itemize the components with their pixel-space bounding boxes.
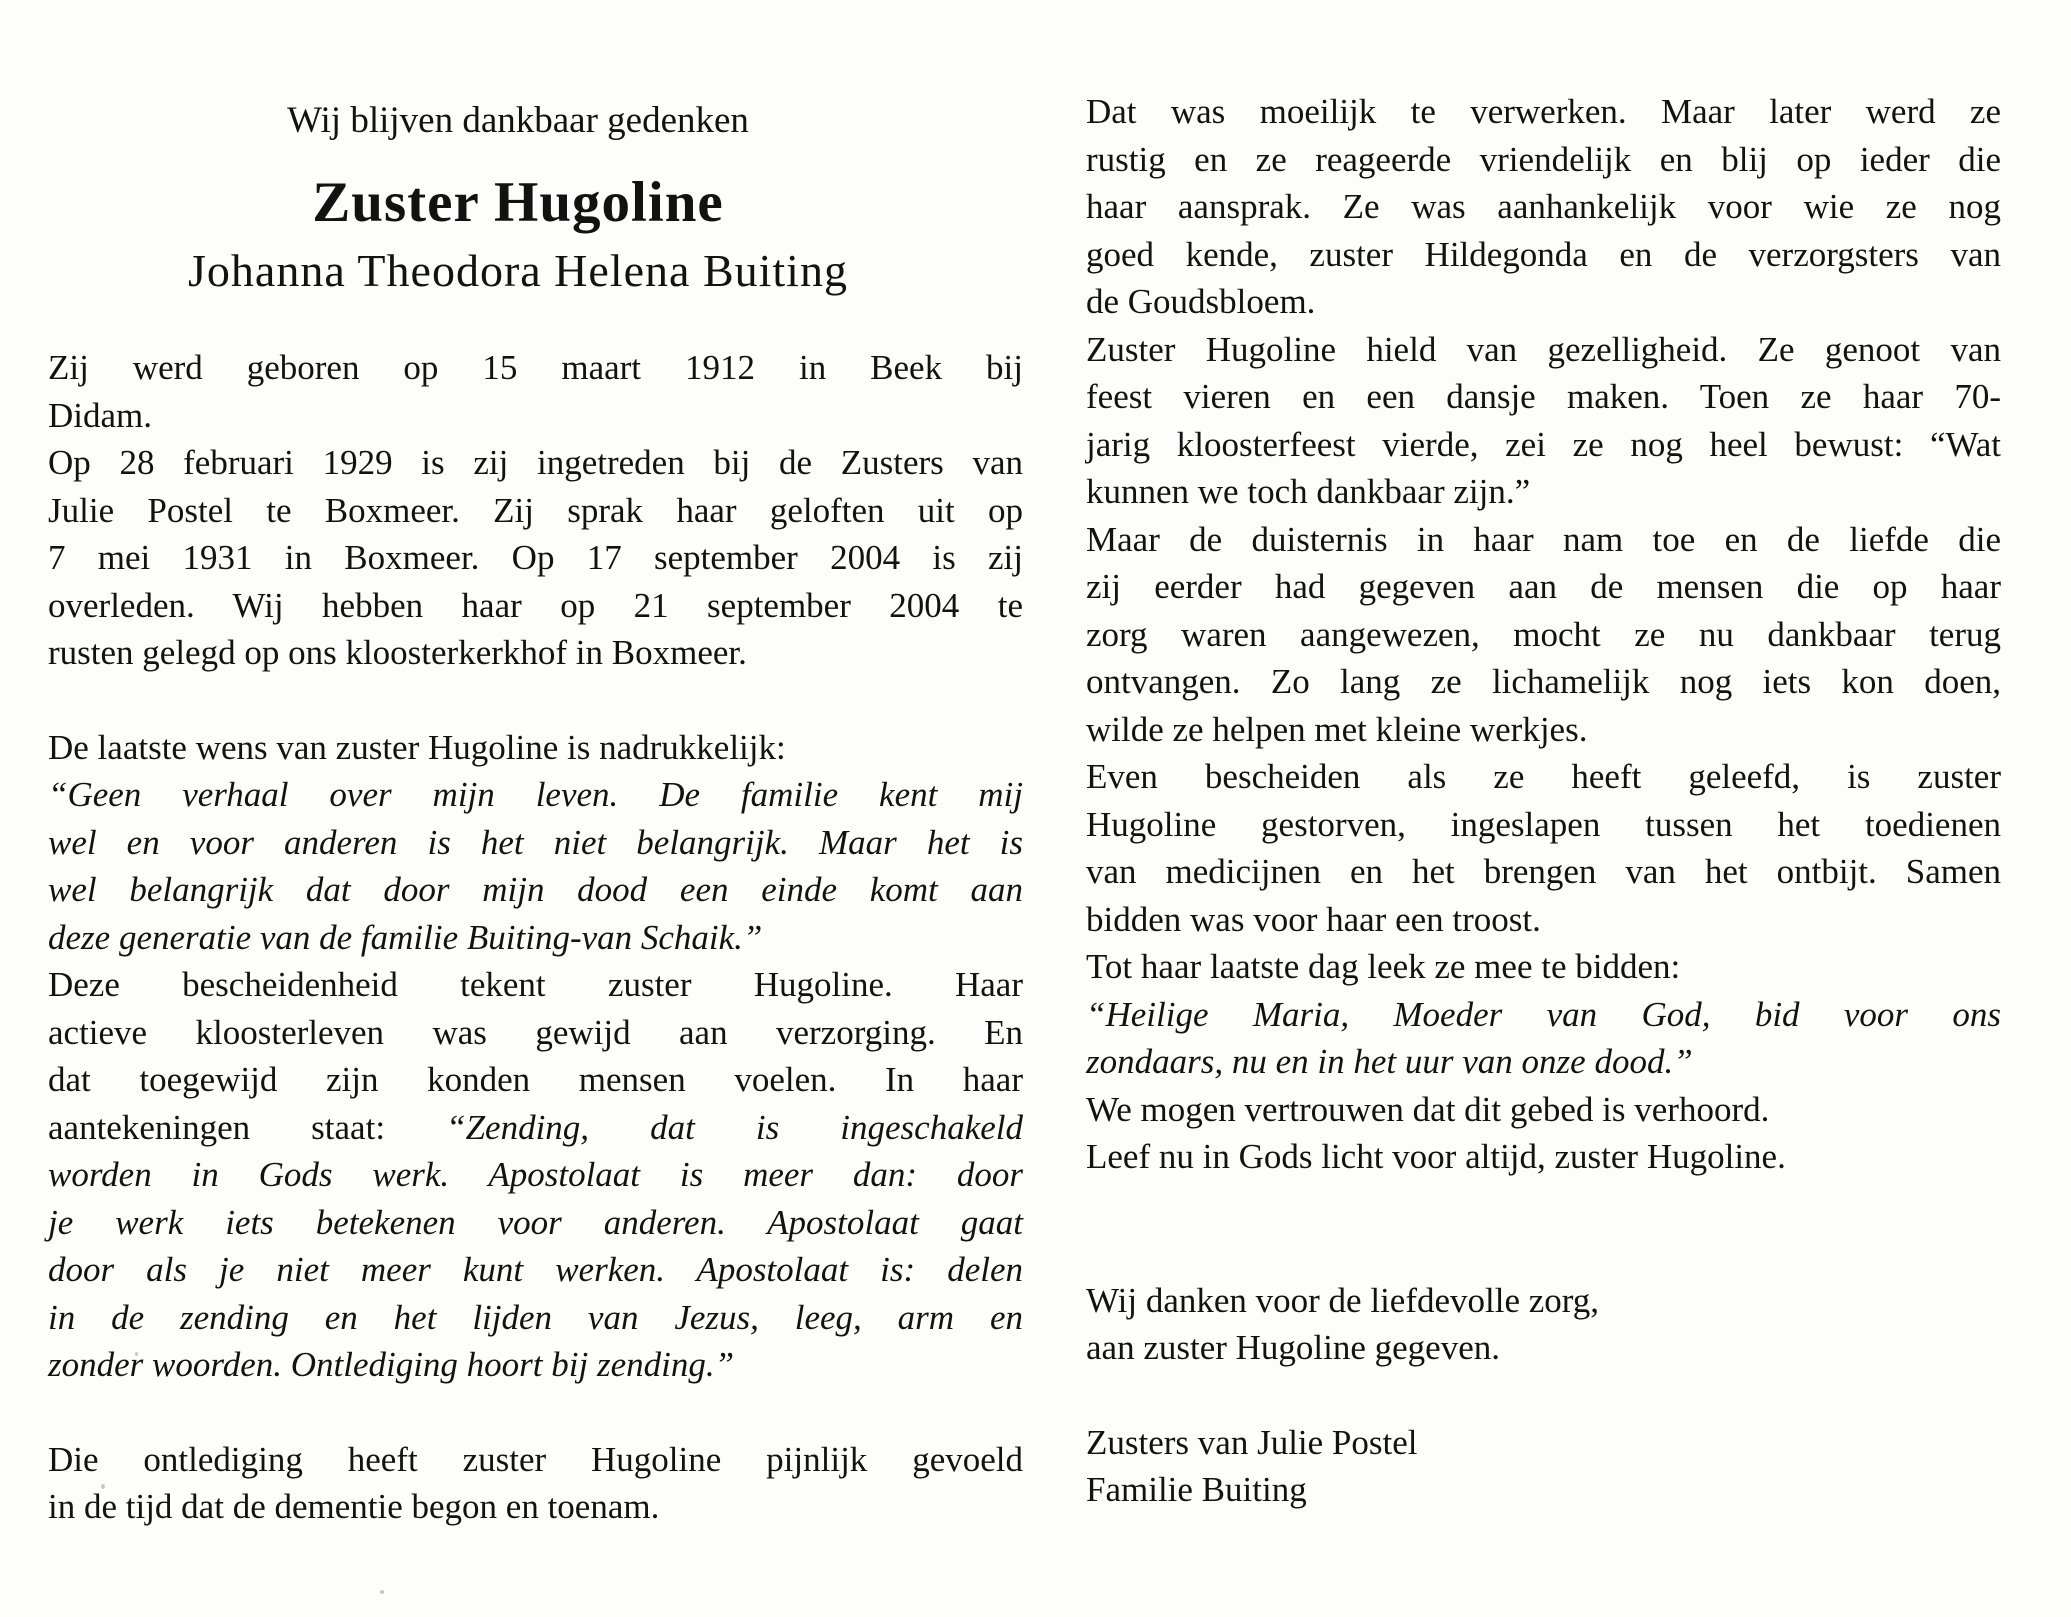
deceased-full-name: Johanna Theodora Helena Buiting	[188, 245, 848, 296]
text-segment: in de tijd dat de dementie begon en toenam.	[48, 1487, 660, 1526]
paragraph	[1086, 753, 2001, 1181]
text-segment: Hugoline gestorven, ingeslapen tussen het toedienen	[1086, 804, 2001, 844]
left-page	[48, 96, 1023, 1531]
text-line	[48, 1009, 1023, 1057]
text-segment: van medicijnen en het brengen van het ontbijt. Samen	[1086, 852, 2001, 891]
text-line	[48, 1246, 1023, 1294]
text-segment: de Goudsbloem.	[1086, 282, 1316, 321]
text-line	[1086, 658, 2001, 706]
text-line	[1086, 373, 2001, 421]
text-line	[48, 534, 1023, 582]
text-line	[1086, 943, 2001, 991]
paragraph	[1086, 326, 2001, 516]
text-segment: Op 28 februari 1929 is zij ingetreden bij de Zusters van	[48, 443, 1023, 482]
paragraph	[48, 1436, 1023, 1531]
text-segment: in de zending en het lijden van Jezus, leeg, arm en	[48, 1297, 1023, 1337]
text-line	[1086, 611, 2001, 659]
right-page	[1086, 88, 2001, 1514]
text-line	[1086, 896, 2001, 944]
text-segment: Tot haar laatste dag leek ze mee te bidden:	[1086, 947, 1681, 986]
text-line	[48, 914, 1023, 962]
scan-speck	[380, 1590, 384, 1594]
text-line	[1086, 468, 2001, 516]
text-line	[48, 629, 1023, 677]
text-line	[1086, 1277, 2001, 1325]
text-segment: Even bescheiden als ze heeft geleefd, is zuster	[1086, 757, 2001, 796]
text-line	[48, 866, 1023, 914]
text-line	[48, 1056, 1023, 1104]
paragraph	[48, 344, 1023, 677]
text-segment: dat toegewijd zijn konden mensen voelen. In haar	[48, 1060, 1023, 1099]
text-segment: haar aansprak. Ze was aanhankelijk voor wie ze nog	[1086, 187, 2001, 226]
text-segment: overleden. Wij hebben haar op 21 september 2004 te	[48, 585, 1023, 625]
text-segment: Zusters van Julie Postel	[1086, 1422, 1418, 1462]
text-line	[1086, 848, 2001, 896]
text-line	[1086, 1419, 2001, 1467]
paragraph	[1086, 88, 2001, 326]
text-segment: “Heilige Maria, Moeder van God, bid voor ons	[1086, 994, 2001, 1034]
text-line	[1086, 278, 2001, 326]
text-line	[1086, 1466, 2001, 1514]
text-segment: zij eerder had gegeven aan de mensen die op haar	[1086, 567, 2001, 606]
text-segment: je werk iets betekenen voor anderen. Apostolaat gaat	[48, 1202, 1023, 1242]
text-segment: 7 mei 1931 in Boxmeer. Op 17 september 2004 is zij	[48, 538, 1023, 577]
text-segment: Wij danken voor de liefdevolle zorg,	[1086, 1280, 1600, 1320]
text-line	[48, 1294, 1023, 1342]
text-line	[48, 961, 1023, 1009]
paragraph	[1086, 1419, 2001, 1514]
text-segment: zorg waren aangewezen, mocht ze nu dankbaar terug	[1086, 614, 2001, 654]
text-segment: zonder woorden. Ontlediging hoort bij zending.”	[48, 1345, 735, 1384]
deceased-name: Zuster Hugoline	[312, 171, 724, 234]
text-line	[48, 1341, 1023, 1389]
text-line	[1086, 1038, 2001, 1086]
text-segment: aan zuster Hugoline gegeven.	[1086, 1328, 1501, 1367]
text-segment: “Geen verhaal over mijn leven. De familie kent mij	[48, 775, 1023, 814]
text-line	[1086, 326, 2001, 374]
text-segment: Familie Buiting	[1086, 1470, 1307, 1509]
paragraph	[48, 724, 1023, 1389]
text-line	[48, 771, 1023, 819]
text-segment: rusten gelegd op ons kloosterkerkhof in Boxmeer.	[48, 633, 747, 672]
text-line	[48, 1199, 1023, 1247]
text-line	[1086, 706, 2001, 754]
text-segment: Leef nu in Gods licht voor altijd, zuster Hugoline.	[1086, 1137, 1786, 1176]
text-segment: zondaars, nu en in het uur van onze dood.”	[1086, 1042, 1693, 1081]
text-segment: aantekeningen staat:	[48, 1107, 447, 1147]
text-line	[1086, 516, 2001, 564]
text-line	[1086, 231, 2001, 279]
text-segment: worden in Gods werk. Apostolaat is meer dan: door	[48, 1155, 1023, 1194]
text-line	[1086, 88, 2001, 136]
text-segment: rustig en ze reageerde vriendelijk en blij op ieder die	[1086, 139, 2001, 179]
text-segment: wel en voor anderen is het niet belangrijk. Maar het is	[48, 822, 1023, 862]
left-column-text	[48, 344, 1023, 1531]
text-segment: Zuster Hugoline hield van gezelligheid. Ze genoot van	[1086, 329, 2001, 369]
text-line	[48, 1436, 1023, 1484]
paragraph	[1086, 516, 2001, 754]
text-line	[48, 1104, 1023, 1152]
text-segment: Die ontlediging heeft zuster Hugoline pijnlijk gevoeld	[48, 1439, 1023, 1479]
text-segment: wel belangrijk dat door mijn dood een einde komt aan	[48, 870, 1023, 909]
paragraph	[1086, 1277, 2001, 1372]
text-line	[1086, 753, 2001, 801]
text-line	[1086, 563, 2001, 611]
text-line	[48, 439, 1023, 487]
text-line	[48, 819, 1023, 867]
text-line	[1086, 1324, 2001, 1372]
text-segment: ontvangen. Zo lang ze lichamelijk nog iets kon doen,	[1086, 662, 2001, 701]
text-segment: We mogen vertrouwen dat dit gebed is verhoord.	[1086, 1089, 1770, 1129]
text-segment: Julie Postel te Boxmeer. Zij sprak haar geloften uit op	[48, 490, 1023, 530]
text-line	[1086, 1086, 2001, 1134]
text-segment: feest vieren en een dansje maken. Toen ze haar 70-	[1086, 377, 2001, 416]
text-segment: kunnen we toch dankbaar zijn.”	[1086, 472, 1531, 511]
card-header	[48, 96, 988, 298]
text-line	[1086, 136, 2001, 184]
text-line	[1086, 183, 2001, 231]
text-segment: door als je niet meer kunt werken. Apostolaat is: delen	[48, 1250, 1023, 1289]
text-line	[48, 1151, 1023, 1199]
text-segment: Deze bescheidenheid tekent zuster Hugoline. Haar	[48, 965, 1023, 1004]
text-segment: Zij werd geboren op 15 maart 1912 in Beek bij	[48, 348, 1023, 387]
text-segment: wilde ze helpen met kleine werkjes.	[1086, 709, 1588, 749]
text-line	[48, 344, 1023, 392]
text-segment: “Zending, dat is ingeschakeld	[446, 1107, 1024, 1147]
text-segment: goed kende, zuster Hildegonda en de verzorgsters van	[1086, 234, 2001, 274]
text-segment: jarig kloosterfeest vierde, zei ze nog heel bewust: “Wat	[1086, 424, 2001, 464]
text-line	[48, 1483, 1023, 1531]
text-segment: De laatste wens van zuster Hugoline is nadrukkelijk:	[48, 727, 786, 767]
right-column-text	[1086, 88, 2001, 1514]
text-line	[1086, 421, 2001, 469]
text-segment: bidden was voor haar een troost.	[1086, 899, 1541, 939]
text-line	[48, 487, 1023, 535]
text-line	[48, 582, 1023, 630]
text-segment: Maar de duisternis in haar nam toe en de liefde die	[1086, 519, 2001, 559]
text-segment: deze generatie van de familie Buiting-van Schaik.”	[48, 917, 763, 957]
text-line	[1086, 801, 2001, 849]
text-line	[48, 724, 1023, 772]
text-line	[48, 392, 1023, 440]
text-segment: actieve kloosterleven was gewijd aan verzorging. En	[48, 1012, 1023, 1052]
text-line	[1086, 1133, 2001, 1181]
text-segment: Didam.	[48, 395, 153, 435]
text-line	[1086, 991, 2001, 1039]
text-segment: Dat was moeilijk te verwerken. Maar later werd ze	[1086, 92, 2001, 131]
intro-line: Wij blijven dankbaar gedenken	[287, 100, 749, 141]
